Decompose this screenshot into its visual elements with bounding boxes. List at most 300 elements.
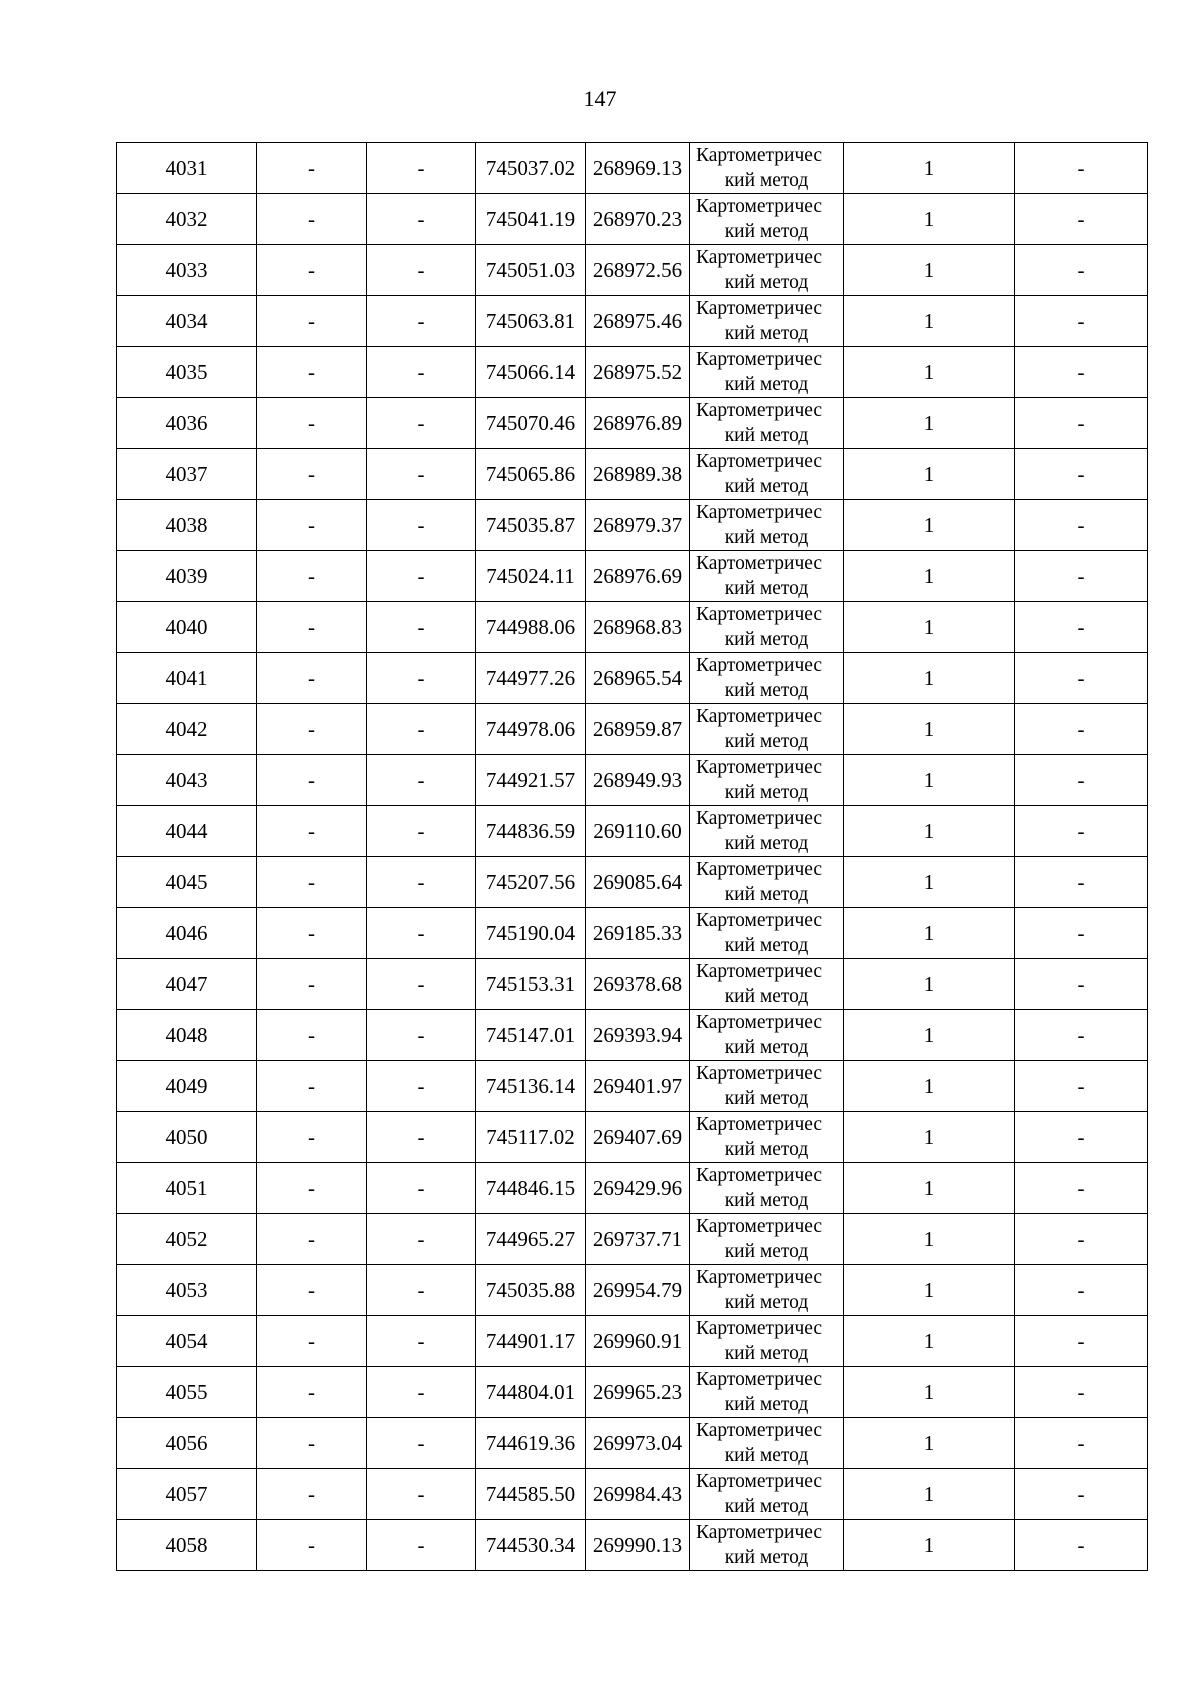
empty-dash-cell: - [1015, 1214, 1148, 1265]
method-text-line1: Картометричес [696, 553, 823, 574]
table-row [117, 653, 1148, 704]
accuracy-cell: 1 [844, 653, 1015, 704]
empty-dash-cell: - [367, 1418, 476, 1469]
method-text-line2: кий метод [724, 884, 809, 905]
method-cell [690, 347, 844, 398]
empty-dash-cell: - [257, 1010, 367, 1061]
empty-dash-cell: - [367, 449, 476, 500]
method-text-line2: кий метод [724, 1241, 809, 1262]
method-text-line2: кий метод [724, 833, 809, 854]
y-coordinate-cell: 269110.60 [586, 806, 690, 857]
method-text-line1: Картометричес [696, 1216, 823, 1237]
coordinates-table [116, 142, 1148, 1571]
empty-dash-cell: - [1015, 806, 1148, 857]
method-cell [690, 806, 844, 857]
empty-dash-cell: - [367, 143, 476, 194]
table-row [117, 959, 1148, 1010]
table-row [117, 1316, 1148, 1367]
method-text-line2: кий метод [724, 1088, 809, 1109]
empty-dash-cell: - [367, 500, 476, 551]
x-coordinate-cell: 744901.17 [476, 1316, 586, 1367]
empty-dash-cell: - [1015, 959, 1148, 1010]
point-number-cell: 4049 [117, 1061, 257, 1112]
y-coordinate-cell: 269429.96 [586, 1163, 690, 1214]
method-text-line1: Картометричес [696, 1114, 823, 1135]
method-text-line1: Картометричес [696, 1012, 823, 1033]
empty-dash-cell: - [257, 1112, 367, 1163]
method-text-line2: кий метод [724, 782, 809, 803]
point-number-cell: 4050 [117, 1112, 257, 1163]
y-coordinate-cell: 268970.23 [586, 194, 690, 245]
method-cell [690, 857, 844, 908]
x-coordinate-cell: 745035.88 [476, 1265, 586, 1316]
empty-dash-cell: - [1015, 245, 1148, 296]
method-text-line1: Картометричес [696, 196, 823, 217]
accuracy-cell: 1 [844, 296, 1015, 347]
accuracy-cell: 1 [844, 245, 1015, 296]
point-number-cell: 4034 [117, 296, 257, 347]
empty-dash-cell: - [1015, 1520, 1148, 1571]
x-coordinate-cell: 744836.59 [476, 806, 586, 857]
empty-dash-cell: - [257, 1214, 367, 1265]
method-cell [690, 1520, 844, 1571]
x-coordinate-cell: 744619.36 [476, 1418, 586, 1469]
accuracy-cell: 1 [844, 755, 1015, 806]
point-number-cell: 4048 [117, 1010, 257, 1061]
empty-dash-cell: - [1015, 1010, 1148, 1061]
accuracy-cell: 1 [844, 194, 1015, 245]
y-coordinate-cell: 268989.38 [586, 449, 690, 500]
y-coordinate-cell: 268965.54 [586, 653, 690, 704]
x-coordinate-cell: 744921.57 [476, 755, 586, 806]
y-coordinate-cell: 269965.23 [586, 1367, 690, 1418]
y-coordinate-cell: 268975.52 [586, 347, 690, 398]
accuracy-cell: 1 [844, 143, 1015, 194]
method-text-line1: Картометричес [696, 1267, 823, 1288]
accuracy-cell: 1 [844, 347, 1015, 398]
method-text-line2: кий метод [724, 374, 809, 395]
x-coordinate-cell: 745190.04 [476, 908, 586, 959]
empty-dash-cell: - [257, 1265, 367, 1316]
method-text-line1: Картометричес [696, 502, 823, 523]
table-row [117, 704, 1148, 755]
table-row [117, 194, 1148, 245]
y-coordinate-cell: 268976.89 [586, 398, 690, 449]
y-coordinate-cell: 268975.46 [586, 296, 690, 347]
method-text-line1: Картометричес [696, 247, 823, 268]
empty-dash-cell: - [257, 602, 367, 653]
empty-dash-cell: - [1015, 653, 1148, 704]
table-row [117, 1418, 1148, 1469]
accuracy-cell: 1 [844, 806, 1015, 857]
x-coordinate-cell: 745024.11 [476, 551, 586, 602]
method-text-line1: Картометричес [696, 1471, 823, 1492]
empty-dash-cell: - [367, 1010, 476, 1061]
y-coordinate-cell: 269960.91 [586, 1316, 690, 1367]
table-row [117, 1010, 1148, 1061]
table-row [117, 755, 1148, 806]
empty-dash-cell: - [1015, 398, 1148, 449]
empty-dash-cell: - [257, 755, 367, 806]
y-coordinate-cell: 269185.33 [586, 908, 690, 959]
empty-dash-cell: - [367, 857, 476, 908]
point-number-cell: 4046 [117, 908, 257, 959]
table-row [117, 449, 1148, 500]
method-text-line1: Картометричес [696, 1522, 823, 1543]
empty-dash-cell: - [1015, 551, 1148, 602]
empty-dash-cell: - [257, 704, 367, 755]
empty-dash-cell: - [367, 194, 476, 245]
point-number-cell: 4044 [117, 806, 257, 857]
method-text-line1: Картометричес [696, 1420, 823, 1441]
empty-dash-cell: - [367, 908, 476, 959]
empty-dash-cell: - [1015, 1163, 1148, 1214]
empty-dash-cell: - [1015, 1112, 1148, 1163]
x-coordinate-cell: 745066.14 [476, 347, 586, 398]
empty-dash-cell: - [367, 347, 476, 398]
table-body [117, 143, 1148, 1571]
empty-dash-cell: - [367, 959, 476, 1010]
point-number-cell: 4045 [117, 857, 257, 908]
method-cell [690, 1469, 844, 1520]
accuracy-cell: 1 [844, 1316, 1015, 1367]
empty-dash-cell: - [257, 194, 367, 245]
method-text-line2: кий метод [724, 527, 809, 548]
table-row [117, 1520, 1148, 1571]
method-text-line1: Картометричес [696, 604, 823, 625]
method-text-line2: кий метод [724, 629, 809, 650]
y-coordinate-cell: 268979.37 [586, 500, 690, 551]
method-cell [690, 755, 844, 806]
empty-dash-cell: - [1015, 857, 1148, 908]
method-cell [690, 1316, 844, 1367]
x-coordinate-cell: 745117.02 [476, 1112, 586, 1163]
method-cell [690, 551, 844, 602]
empty-dash-cell: - [367, 653, 476, 704]
accuracy-cell: 1 [844, 1265, 1015, 1316]
y-coordinate-cell: 268969.13 [586, 143, 690, 194]
method-cell [690, 500, 844, 551]
y-coordinate-cell: 268959.87 [586, 704, 690, 755]
point-number-cell: 4047 [117, 959, 257, 1010]
empty-dash-cell: - [257, 347, 367, 398]
method-cell [690, 194, 844, 245]
empty-dash-cell: - [1015, 704, 1148, 755]
empty-dash-cell: - [257, 857, 367, 908]
y-coordinate-cell: 269984.43 [586, 1469, 690, 1520]
method-text-line2: кий метод [724, 1343, 809, 1364]
table-row [117, 296, 1148, 347]
x-coordinate-cell: 745070.46 [476, 398, 586, 449]
method-text-line2: кий метод [724, 425, 809, 446]
empty-dash-cell: - [367, 806, 476, 857]
method-cell [690, 1061, 844, 1112]
table-row [117, 1469, 1148, 1520]
y-coordinate-cell: 269954.79 [586, 1265, 690, 1316]
accuracy-cell: 1 [844, 704, 1015, 755]
accuracy-cell: 1 [844, 959, 1015, 1010]
method-text-line2: кий метод [724, 680, 809, 701]
point-number-cell: 4043 [117, 755, 257, 806]
y-coordinate-cell: 268949.93 [586, 755, 690, 806]
x-coordinate-cell: 745041.19 [476, 194, 586, 245]
empty-dash-cell: - [257, 908, 367, 959]
method-text-line1: Картометричес [696, 451, 823, 472]
accuracy-cell: 1 [844, 1214, 1015, 1265]
method-text-line2: кий метод [724, 1190, 809, 1211]
y-coordinate-cell: 269378.68 [586, 959, 690, 1010]
point-number-cell: 4055 [117, 1367, 257, 1418]
accuracy-cell: 1 [844, 1367, 1015, 1418]
empty-dash-cell: - [257, 296, 367, 347]
x-coordinate-cell: 744965.27 [476, 1214, 586, 1265]
empty-dash-cell: - [257, 245, 367, 296]
table-row [117, 245, 1148, 296]
method-text-line2: кий метод [724, 986, 809, 1007]
method-text-line2: кий метод [724, 170, 809, 191]
method-text-line1: Картометричес [696, 1369, 823, 1390]
point-number-cell: 4041 [117, 653, 257, 704]
method-cell [690, 245, 844, 296]
empty-dash-cell: - [367, 1316, 476, 1367]
accuracy-cell: 1 [844, 1418, 1015, 1469]
method-cell [690, 1418, 844, 1469]
method-text-line2: кий метод [724, 476, 809, 497]
y-coordinate-cell: 268976.69 [586, 551, 690, 602]
point-number-cell: 4053 [117, 1265, 257, 1316]
method-text-line1: Картометричес [696, 961, 823, 982]
empty-dash-cell: - [1015, 296, 1148, 347]
y-coordinate-cell: 268968.83 [586, 602, 690, 653]
point-number-cell: 4056 [117, 1418, 257, 1469]
method-text-line2: кий метод [724, 935, 809, 956]
empty-dash-cell: - [1015, 143, 1148, 194]
method-text-line2: кий метод [724, 578, 809, 599]
empty-dash-cell: - [1015, 449, 1148, 500]
method-cell [690, 1163, 844, 1214]
empty-dash-cell: - [257, 551, 367, 602]
accuracy-cell: 1 [844, 1010, 1015, 1061]
empty-dash-cell: - [1015, 1061, 1148, 1112]
empty-dash-cell: - [257, 806, 367, 857]
method-cell [690, 143, 844, 194]
point-number-cell: 4058 [117, 1520, 257, 1571]
x-coordinate-cell: 744585.50 [476, 1469, 586, 1520]
accuracy-cell: 1 [844, 908, 1015, 959]
method-text-line1: Картометричес [696, 349, 823, 370]
accuracy-cell: 1 [844, 1061, 1015, 1112]
accuracy-cell: 1 [844, 449, 1015, 500]
table-row [117, 1367, 1148, 1418]
empty-dash-cell: - [257, 1163, 367, 1214]
method-text-line1: Картометричес [696, 1063, 823, 1084]
point-number-cell: 4037 [117, 449, 257, 500]
method-text-line2: кий метод [724, 1496, 809, 1517]
y-coordinate-cell: 268972.56 [586, 245, 690, 296]
empty-dash-cell: - [367, 1520, 476, 1571]
empty-dash-cell: - [367, 1469, 476, 1520]
empty-dash-cell: - [257, 1469, 367, 1520]
method-text-line2: кий метод [724, 1547, 809, 1568]
method-text-line2: кий метод [724, 1037, 809, 1058]
method-cell [690, 1367, 844, 1418]
x-coordinate-cell: 745065.86 [476, 449, 586, 500]
point-number-cell: 4052 [117, 1214, 257, 1265]
point-number-cell: 4035 [117, 347, 257, 398]
method-text-line1: Картометричес [696, 400, 823, 421]
page-number: 147 [583, 86, 617, 111]
table-row [117, 500, 1148, 551]
accuracy-cell: 1 [844, 1163, 1015, 1214]
method-text-line1: Картометричес [696, 706, 823, 727]
table-row [117, 398, 1148, 449]
accuracy-cell: 1 [844, 602, 1015, 653]
empty-dash-cell: - [257, 1316, 367, 1367]
method-text-line2: кий метод [724, 1445, 809, 1466]
point-number-cell: 4042 [117, 704, 257, 755]
method-text-line1: Картометричес [696, 145, 823, 166]
empty-dash-cell: - [367, 755, 476, 806]
empty-dash-cell: - [367, 602, 476, 653]
x-coordinate-cell: 744988.06 [476, 602, 586, 653]
table-row [117, 347, 1148, 398]
y-coordinate-cell: 269393.94 [586, 1010, 690, 1061]
empty-dash-cell: - [257, 449, 367, 500]
point-number-cell: 4039 [117, 551, 257, 602]
empty-dash-cell: - [257, 143, 367, 194]
method-text-line1: Картометричес [696, 1318, 823, 1339]
empty-dash-cell: - [257, 959, 367, 1010]
method-text-line2: кий метод [724, 221, 809, 242]
method-text-line2: кий метод [724, 1292, 809, 1313]
x-coordinate-cell: 744977.26 [476, 653, 586, 704]
method-text-line2: кий метод [724, 1139, 809, 1160]
empty-dash-cell: - [1015, 1265, 1148, 1316]
x-coordinate-cell: 745147.01 [476, 1010, 586, 1061]
method-text-line1: Картометричес [696, 1165, 823, 1186]
empty-dash-cell: - [1015, 602, 1148, 653]
method-text-line1: Картометричес [696, 757, 823, 778]
method-cell [690, 1265, 844, 1316]
method-cell [690, 908, 844, 959]
accuracy-cell: 1 [844, 1112, 1015, 1163]
method-text-line2: кий метод [724, 323, 809, 344]
table-row [117, 806, 1148, 857]
empty-dash-cell: - [367, 1265, 476, 1316]
y-coordinate-cell: 269973.04 [586, 1418, 690, 1469]
method-text-line1: Картометричес [696, 910, 823, 931]
table-row [117, 602, 1148, 653]
method-cell [690, 1112, 844, 1163]
point-number-cell: 4040 [117, 602, 257, 653]
empty-dash-cell: - [1015, 500, 1148, 551]
empty-dash-cell: - [367, 296, 476, 347]
empty-dash-cell: - [1015, 908, 1148, 959]
empty-dash-cell: - [1015, 1316, 1148, 1367]
x-coordinate-cell: 745037.02 [476, 143, 586, 194]
x-coordinate-cell: 744978.06 [476, 704, 586, 755]
empty-dash-cell: - [257, 653, 367, 704]
point-number-cell: 4031 [117, 143, 257, 194]
empty-dash-cell: - [367, 704, 476, 755]
y-coordinate-cell: 269401.97 [586, 1061, 690, 1112]
accuracy-cell: 1 [844, 1469, 1015, 1520]
y-coordinate-cell: 269737.71 [586, 1214, 690, 1265]
point-number-cell: 4054 [117, 1316, 257, 1367]
method-cell [690, 959, 844, 1010]
table-row [117, 1265, 1148, 1316]
x-coordinate-cell: 745051.03 [476, 245, 586, 296]
table-row [117, 143, 1148, 194]
method-text-line1: Картометричес [696, 298, 823, 319]
empty-dash-cell: - [367, 245, 476, 296]
x-coordinate-cell: 745153.31 [476, 959, 586, 1010]
empty-dash-cell: - [367, 1112, 476, 1163]
method-cell [690, 1214, 844, 1265]
empty-dash-cell: - [1015, 755, 1148, 806]
y-coordinate-cell: 269085.64 [586, 857, 690, 908]
empty-dash-cell: - [367, 1163, 476, 1214]
empty-dash-cell: - [367, 1214, 476, 1265]
x-coordinate-cell: 744846.15 [476, 1163, 586, 1214]
accuracy-cell: 1 [844, 1520, 1015, 1571]
accuracy-cell: 1 [844, 551, 1015, 602]
table-row [117, 1214, 1148, 1265]
method-cell [690, 602, 844, 653]
point-number-cell: 4057 [117, 1469, 257, 1520]
table-row [117, 857, 1148, 908]
method-cell [690, 653, 844, 704]
accuracy-cell: 1 [844, 857, 1015, 908]
empty-dash-cell: - [367, 1367, 476, 1418]
point-number-cell: 4038 [117, 500, 257, 551]
y-coordinate-cell: 269990.13 [586, 1520, 690, 1571]
x-coordinate-cell: 744530.34 [476, 1520, 586, 1571]
method-text-line2: кий метод [724, 272, 809, 293]
empty-dash-cell: - [257, 500, 367, 551]
point-number-cell: 4033 [117, 245, 257, 296]
empty-dash-cell: - [1015, 347, 1148, 398]
x-coordinate-cell: 744804.01 [476, 1367, 586, 1418]
x-coordinate-cell: 745136.14 [476, 1061, 586, 1112]
table-row [117, 551, 1148, 602]
method-cell [690, 296, 844, 347]
empty-dash-cell: - [1015, 1469, 1148, 1520]
empty-dash-cell: - [257, 1418, 367, 1469]
point-number-cell: 4032 [117, 194, 257, 245]
empty-dash-cell: - [367, 1061, 476, 1112]
x-coordinate-cell: 745063.81 [476, 296, 586, 347]
empty-dash-cell: - [257, 398, 367, 449]
method-cell [690, 398, 844, 449]
method-text-line1: Картометричес [696, 859, 823, 880]
x-coordinate-cell: 745035.87 [476, 500, 586, 551]
empty-dash-cell: - [1015, 1418, 1148, 1469]
table-row [117, 1112, 1148, 1163]
method-cell [690, 449, 844, 500]
method-cell [690, 704, 844, 755]
empty-dash-cell: - [257, 1061, 367, 1112]
empty-dash-cell: - [1015, 1367, 1148, 1418]
empty-dash-cell: - [257, 1520, 367, 1571]
method-text-line1: Картометричес [696, 808, 823, 829]
y-coordinate-cell: 269407.69 [586, 1112, 690, 1163]
method-text-line2: кий метод [724, 1394, 809, 1415]
method-text-line2: кий метод [724, 731, 809, 752]
x-coordinate-cell: 745207.56 [476, 857, 586, 908]
empty-dash-cell: - [367, 398, 476, 449]
empty-dash-cell: - [367, 551, 476, 602]
